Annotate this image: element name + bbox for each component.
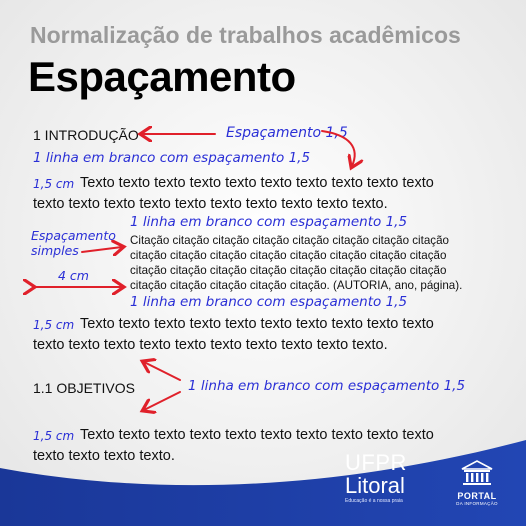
paragraph-3-line-2: texto texto texto texto. (33, 448, 175, 464)
heading-objetivos: 1.1 OBJETIVOS (33, 380, 135, 396)
portal-subtitle: DA INFORMAÇÃO (456, 501, 498, 506)
annotation-4cm: 4 cm (58, 268, 89, 283)
citation-line-2: citação citação citação citação citação citação citação citação (130, 249, 447, 262)
heading-introducao: 1 INTRODUÇÃO (33, 127, 139, 143)
paragraph-2-line-1: Texto texto texto texto texto texto texto texto texto texto (80, 316, 434, 332)
portal-title: PORTAL (457, 491, 497, 501)
citation-line-1: Citação citação citação citação citação citação citação citação (130, 234, 449, 247)
ufpr-logo-text: UFPR (345, 450, 407, 475)
building-icon (460, 460, 494, 486)
annotation-spacing-15: Espaçamento 1,5 (226, 125, 348, 141)
portal-logo (447, 460, 507, 506)
annotation-blank-line-1: 1 linha em branco com espaçamento 1,5 (33, 150, 311, 166)
paragraph-3-line-1: Texto texto texto texto texto texto texto texto texto texto (80, 427, 434, 443)
indent-label-1: 1,5 cm (33, 177, 75, 191)
page-subtitle: Normalização de trabalhos acadêmicos (30, 22, 461, 48)
annotation-blank-line-4: 1 linha em branco com espaçamento 1,5 (188, 378, 466, 394)
paragraph-1-line-2: texto texto texto texto texto texto texto texto texto texto. (33, 196, 388, 212)
indent-label-3: 1,5 cm (33, 429, 75, 443)
page-title: Espaçamento (28, 53, 296, 100)
annotation-blank-line-2: 1 linha em branco com espaçamento 1,5 (130, 214, 408, 230)
paragraph-1-line-1: Texto texto texto texto texto texto texto texto texto texto (80, 175, 434, 191)
indent-label-2: 1,5 cm (33, 318, 75, 332)
logo-tagline: Educação é a nossa praia (345, 498, 403, 504)
ufpr-logo (345, 452, 407, 504)
citation-line-4: citação citação citação citação citação. (AUTORIA, ano, página). (130, 279, 463, 292)
annotation-blank-line-3: 1 linha em branco com espaçamento 1,5 (130, 294, 408, 310)
annotation-single-spacing: Espaçamento simples (31, 228, 116, 258)
litoral-logo-text: Litoral (345, 473, 405, 498)
paragraph-2-line-2: texto texto texto texto texto texto texto texto texto texto. (33, 337, 388, 353)
citation-line-3: citação citação citação citação citação citação citação citação (130, 264, 447, 277)
